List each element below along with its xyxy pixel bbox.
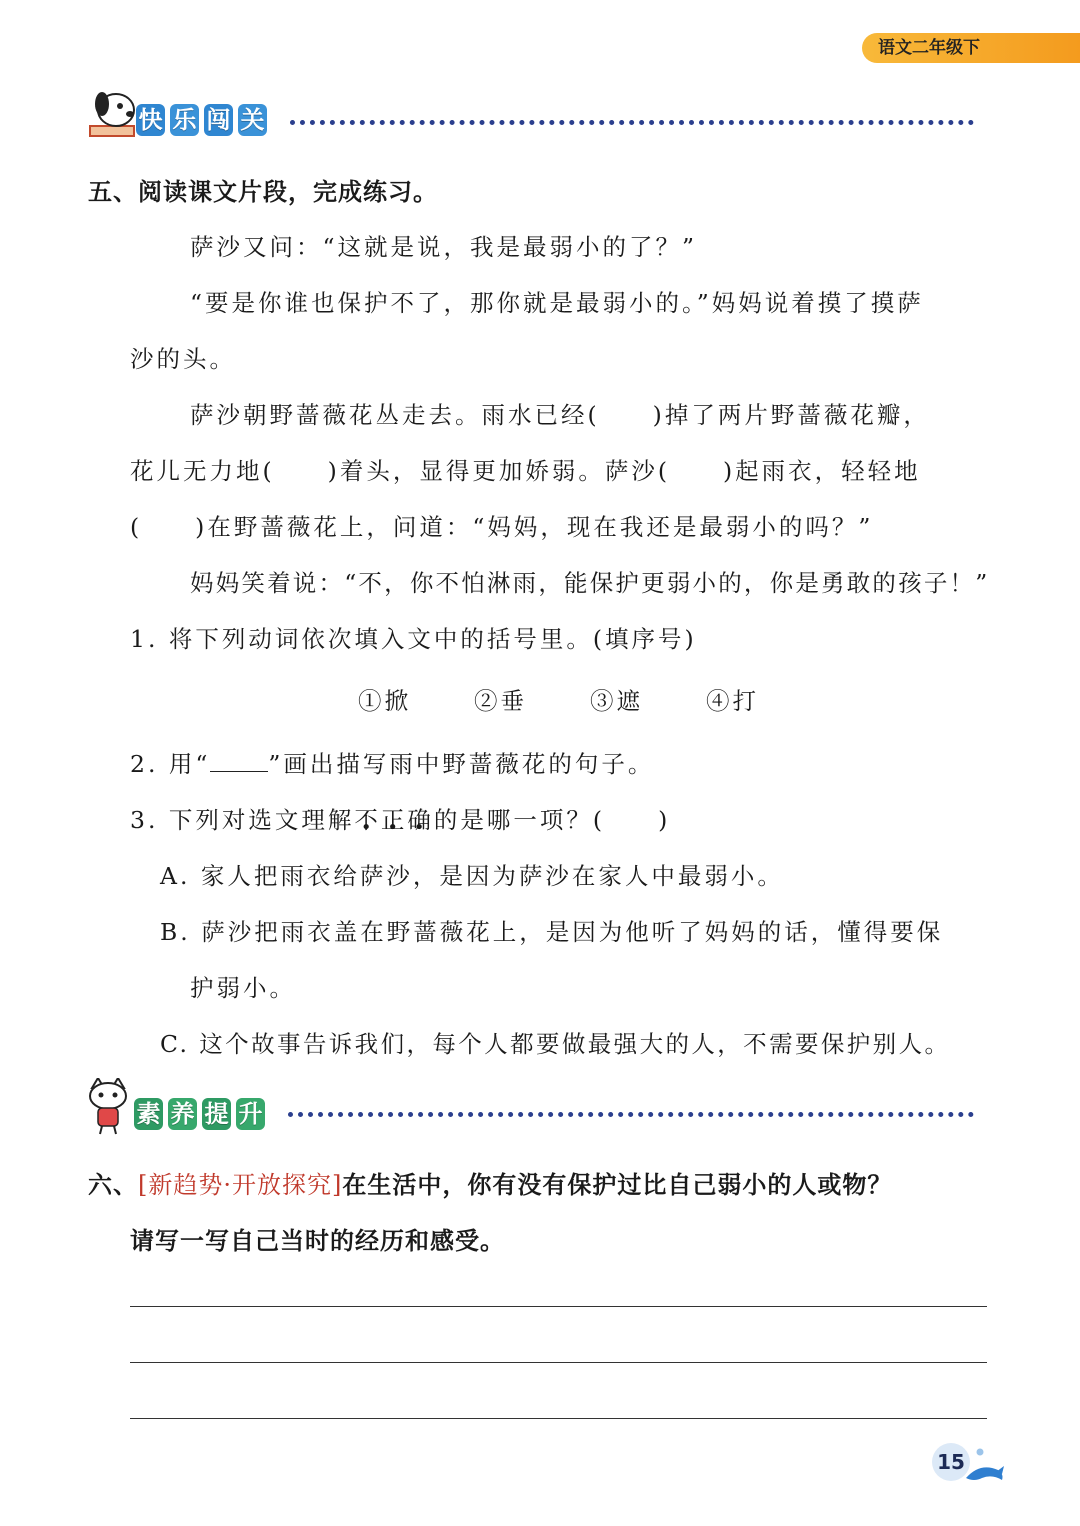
verb-option: ③遮 xyxy=(590,687,643,715)
section-badge-happy-pass xyxy=(128,100,284,140)
badge-char: 提 xyxy=(202,1098,231,1130)
verb-option: ②垂 xyxy=(474,687,527,715)
q6-line1: 在生活中，你有没有保护过比自己弱小的人或物？ xyxy=(342,1171,893,1199)
q5-sub2 xyxy=(130,745,654,779)
underline-blank xyxy=(210,753,268,772)
q5-sub2-prefix: 2. 用“ xyxy=(130,750,211,778)
q5-sub3-suffix: 的是哪一项？( ) xyxy=(433,806,671,834)
badge-char: 闯 xyxy=(204,104,233,136)
q5-sub1: 1. 将下列动词依次填入文中的括号里。(填序号) xyxy=(130,625,697,653)
option-a: A. 家人把雨衣给萨沙，是因为萨沙在家人中最弱小。 xyxy=(160,862,784,890)
badge-char: 乐 xyxy=(170,104,199,136)
grade-tab: 语文二年级下 xyxy=(862,33,1080,63)
passage-line: 妈妈笑着说：“不，你不怕淋雨，能保护更弱小的，你是勇敢的孩子！” xyxy=(190,569,990,597)
passage-line: 花儿无力地( )着头，显得更加娇弱。萨沙( )起雨衣，轻轻地 xyxy=(130,457,921,485)
badge-char: 养 xyxy=(168,1098,197,1130)
q5-heading: 五、阅读课文片段，完成练习。 xyxy=(88,178,438,206)
q5-sub3-prefix: 3. 下列对选文理解 xyxy=(130,806,355,834)
badge-char: 关 xyxy=(238,104,267,136)
emphasis-text xyxy=(354,806,434,834)
section-badge-literacy-up xyxy=(126,1094,282,1134)
dotted-divider xyxy=(290,120,974,125)
option-b: B. 萨沙把雨衣盖在野蔷薇花上，是因为他听了妈妈的话，懂得要保 xyxy=(160,918,944,946)
q6-line2: 请写一写自己当时的经历和感受。 xyxy=(130,1227,505,1255)
q5-sub2-suffix: ”画出描写雨中野蔷薇花的句子。 xyxy=(268,750,655,778)
emphasis-char: 不 xyxy=(354,806,381,834)
passage-line: 萨沙又问：“这就是说，我是最弱小的了？” xyxy=(190,233,698,261)
answer-line[interactable] xyxy=(130,1306,987,1307)
dotted-divider xyxy=(288,1112,974,1117)
answer-line[interactable] xyxy=(130,1362,987,1363)
badge-char: 素 xyxy=(134,1098,163,1130)
q6-tag: [新趋势·开放探究] xyxy=(138,1171,343,1199)
answer-line[interactable] xyxy=(130,1418,987,1419)
badge-char: 升 xyxy=(236,1098,265,1130)
passage-line: “要是你谁也保护不了，那你就是最弱小的。”妈妈说着摸了摸萨 xyxy=(190,289,924,317)
badge-char: 快 xyxy=(136,104,165,136)
q6-prefix: 六、 xyxy=(88,1171,138,1199)
option-c: C. 这个故事告诉我们，每个人都要做最强大的人，不需要保护别人。 xyxy=(160,1030,951,1058)
q6-heading xyxy=(88,1165,892,1200)
q5-sub3 xyxy=(130,801,670,835)
emphasis-char: 确 xyxy=(407,806,434,834)
passage-line: 萨沙朝野蔷薇花丛走去。雨水已经( )掉了两片野蔷薇花瓣， xyxy=(190,401,930,429)
dolphin-icon xyxy=(962,1448,1006,1488)
verb-option: ①掀 xyxy=(358,687,411,715)
passage-line: 沙的头。 xyxy=(130,345,236,373)
page-number: 15 xyxy=(932,1443,970,1481)
passage-line: ( )在野蔷薇花上，问道：“妈妈，现在我还是最弱小的吗？” xyxy=(130,513,874,541)
emphasis-char: 正 xyxy=(380,806,408,834)
option-b-cont: 护弱小。 xyxy=(190,974,296,1002)
verb-option: ④打 xyxy=(706,687,759,715)
